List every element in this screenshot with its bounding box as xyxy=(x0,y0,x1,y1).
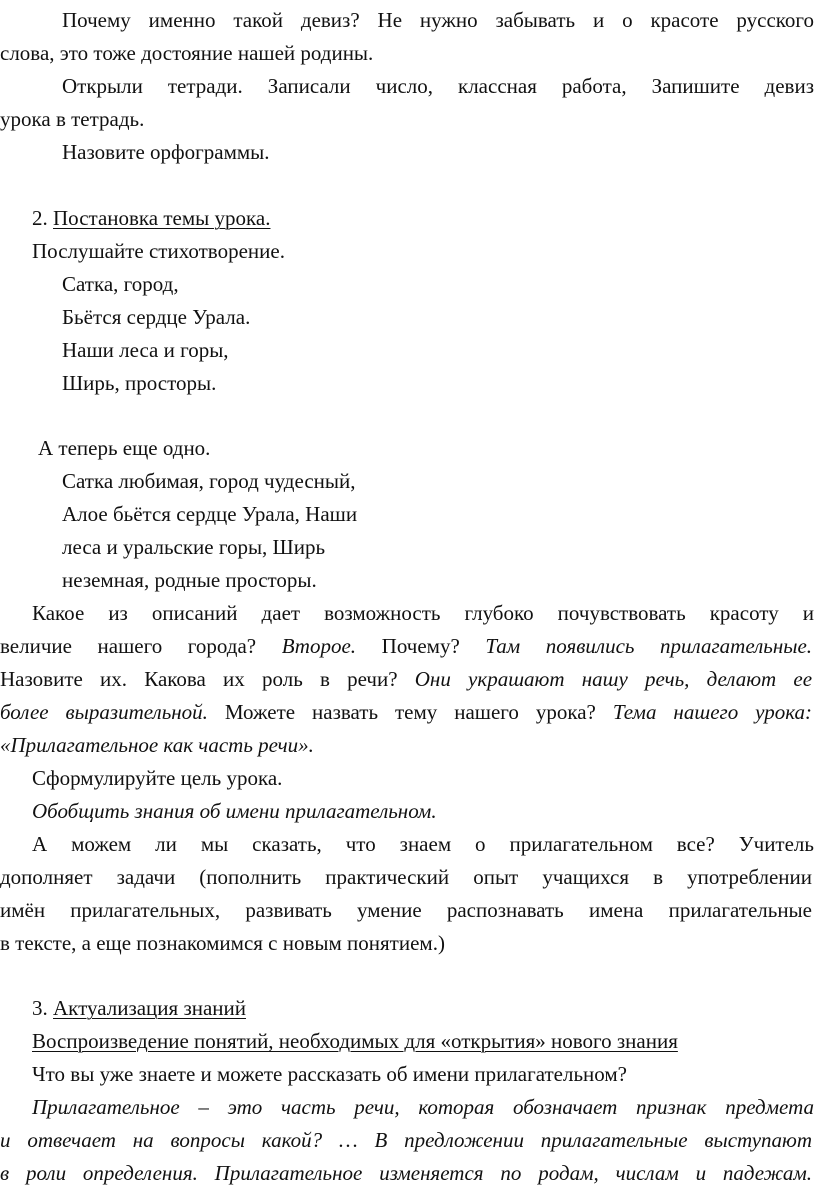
definition-line-3: в роли определения. Прилагательное изменяется по родам, числам и падежам. xyxy=(0,1161,812,1185)
goal-answer: Обобщить знания об имени прилагательном. xyxy=(32,799,437,823)
paragraph-motto-line-1: Почему именно такой девиз? Не нужно забывать и о красоте русского xyxy=(62,8,814,32)
answer-decorate: Они украшают нашу речь, делают ее xyxy=(414,667,813,691)
poem2-line-4: неземная, родные просторы. xyxy=(62,568,317,592)
answer-topic-label: Тема нашего урока: xyxy=(612,700,812,724)
section-3-subtitle-text: Воспроизведение понятий, необходимых для «открытия» нового знания xyxy=(32,1029,678,1053)
section-3-number: 3. xyxy=(32,996,48,1020)
question-why: Почему? xyxy=(381,634,460,658)
poem1-line-2: Бьётся сердце Урала. xyxy=(62,305,251,329)
question-topic: Можете назвать тему нашего урока? xyxy=(224,700,596,724)
tasks-line-2: дополняет задачи (пополнить практический опыт учащихся в употреблении xyxy=(0,865,812,889)
comparison-question-line-2 xyxy=(0,630,812,663)
poem2-line-2: Алое бьётся сердце Урала, Наши xyxy=(62,502,358,526)
another-poem-intro: А теперь еще одно. xyxy=(38,436,211,460)
section-3-title: Актуализация знаний xyxy=(53,996,247,1020)
paragraph-notebook-line-2: урока в тетрадь. xyxy=(0,107,145,131)
answer-second: Второе. xyxy=(281,634,357,658)
question-role: Назовите их. Какова их роль в речи? xyxy=(0,667,398,691)
section-3-subtitle xyxy=(0,1025,816,1058)
definition-line-1: Прилагательное – это часть речи, которая обозначает признак предмета xyxy=(32,1095,814,1119)
poem2-line-1: Сатка любимая, город чудесный, xyxy=(62,469,356,493)
listen-instruction: Послушайте стихотворение. xyxy=(32,239,285,263)
tasks-line-1: А можем ли мы сказать, что знаем о прилагательном все? Учитель xyxy=(32,832,814,856)
lesson-topic: «Прилагательное как часть речи». xyxy=(0,733,314,757)
spelling-question: Назовите орфограммы. xyxy=(62,140,270,164)
question-greatness: величие нашего города? xyxy=(0,634,257,658)
poem2-line-3: леса и уральские горы, Ширь xyxy=(62,535,326,559)
section-3-heading xyxy=(0,992,816,1025)
section-2-number: 2. xyxy=(32,206,48,230)
paragraph-motto-line-2: слова, это тоже достояние нашей родины. xyxy=(0,41,374,65)
poem1-line-1: Сатка, город, xyxy=(62,272,179,296)
answer-expressive: более выразительной. xyxy=(0,700,208,724)
section-2-title: Постановка темы урока. xyxy=(53,206,271,230)
goal-instruction: Сформулируйте цель урока. xyxy=(32,766,283,790)
tasks-line-3: имён прилагательных, развивать умение распознавать имена прилагательные xyxy=(0,898,812,922)
section-2-heading xyxy=(0,202,816,235)
section-3-question: Что вы уже знаете и можете рассказать об имени прилагательном? xyxy=(32,1062,628,1086)
poem1-line-4: Ширь, просторы. xyxy=(62,371,217,395)
answer-adjectives-appeared: Там появились прилагательные. xyxy=(485,634,813,658)
tasks-line-4: в тексте, а еще познакомимся с новым понятием.) xyxy=(0,931,445,955)
comparison-question-line-1: Какое из описаний дает возможность глубоко почувствовать красоту и xyxy=(32,601,814,625)
definition-line-2: и отвечает на вопросы какой? … В предложении прилагательные выступают xyxy=(0,1128,812,1152)
paragraph-notebook-line-1: Открыли тетради. Записали число, классная работа, Запишите девиз xyxy=(62,74,814,98)
comparison-question-line-4 xyxy=(0,696,812,729)
poem1-line-3: Наши леса и горы, xyxy=(62,338,229,362)
comparison-question-line-3 xyxy=(0,663,812,696)
